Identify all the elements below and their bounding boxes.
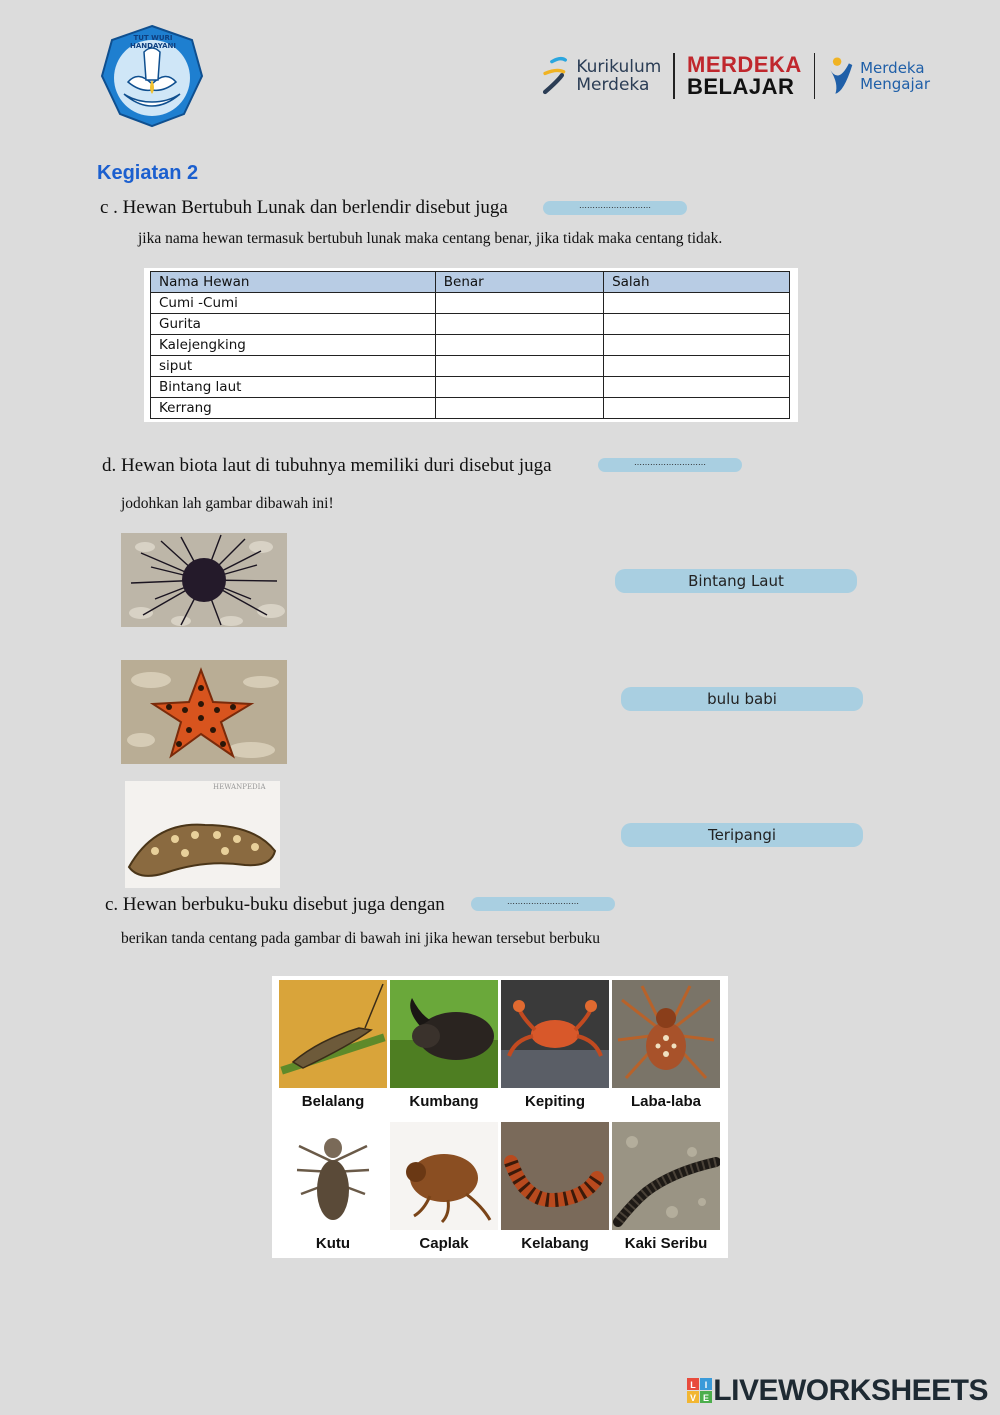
merdeka-mengajar-text: Merdeka Mengajar [860,59,931,93]
merdeka-belajar-text: MERDEKA BELAJAR [687,52,802,99]
answer-field-c2[interactable]: ……………………… [471,897,615,911]
animal-label: Belalang [301,1093,365,1110]
program-logos [540,48,930,104]
benar-checkbox-cell[interactable] [435,293,603,314]
badge-letter: L [690,1380,697,1390]
col-header-benar: Benar [435,272,603,293]
millipede-image [612,1122,720,1230]
animal-label: Kelabang [521,1235,589,1252]
page-title: Kegiatan 2 [97,162,199,184]
animal-label: Kaki Seribu [624,1235,708,1252]
table-row [151,398,790,419]
animal-label: Caplak [419,1235,469,1252]
liveworksheets-badge-icon [687,1378,713,1404]
animal-label: Laba-laba [630,1093,702,1110]
centipede-image [501,1122,609,1230]
animal-name-cell: Kerrang [151,398,436,419]
animal-card-laba-laba[interactable] [612,980,720,1110]
animal-card-kumbang[interactable] [390,980,498,1110]
animal-name-cell: Bintang laut [151,377,436,398]
animal-label: Kumbang [409,1093,479,1110]
animal-card-kepiting[interactable] [501,980,609,1110]
col-header-name: Nama Hewan [151,272,436,293]
question-c2: c. Hewan berbuku-buku disebut juga dengan [105,894,445,915]
emblem-text: TUT WURI HANDAYANI [130,34,176,50]
sea-urchin-photo[interactable] [121,533,287,627]
sea-cucumber-photo[interactable] [125,781,280,888]
badge-letter: E [703,1393,710,1403]
answer-field-d[interactable]: ……………………… [598,458,742,472]
salah-checkbox-cell[interactable] [604,335,790,356]
salah-checkbox-cell[interactable] [604,314,790,335]
flea-image [390,1122,498,1230]
instruction-c1: jika nama hewan termasuk bertubuh lunak maka centang benar, jika tidak maka centang tidak. [138,230,723,247]
animal-name-cell: Gurita [151,314,436,335]
benar-checkbox-cell[interactable] [435,335,603,356]
animal-label: Kutu [315,1235,351,1252]
badge-letter: V [690,1393,697,1403]
table-row [151,377,790,398]
grasshopper-image [279,980,387,1088]
benar-checkbox-cell[interactable] [435,377,603,398]
animal-card-caplak[interactable] [390,1122,498,1252]
kurikulum-merdeka-text: Kurikulum Merdeka [576,57,662,95]
crab-image [501,980,609,1088]
soft-body-table [144,268,798,422]
logo-divider [814,53,816,99]
salah-checkbox-cell[interactable] [604,377,790,398]
arthropod-image-grid [272,976,728,1258]
animal-name-cell: Kalejengking [151,335,436,356]
table-row [151,335,790,356]
benar-checkbox-cell[interactable] [435,398,603,419]
table-row [151,314,790,335]
louse-image [279,1122,387,1230]
instruction-c2: berikan tanda centang pada gambar di bawah ini jika hewan tersebut berbuku [121,930,601,947]
animal-card-kutu[interactable] [279,1122,387,1252]
answer-field-c1[interactable]: ……………………… [543,201,687,215]
table-row [151,293,790,314]
option-teripangi[interactable]: Teripangi [621,823,863,847]
animal-card-kaki-seribu[interactable] [612,1122,720,1252]
beetle-image [390,980,498,1088]
merdeka-mengajar-icon [827,51,856,101]
animal-name-cell: Cumi -Cumi [151,293,436,314]
col-header-salah: Salah [604,272,790,293]
table-header-row [151,272,790,293]
animal-label: Kepiting [525,1093,585,1110]
animal-card-kelabang[interactable] [501,1122,609,1252]
liveworksheets-text: LIVEWORKSHEETS [713,1374,988,1407]
benar-checkbox-cell[interactable] [435,356,603,377]
question-c1: c . Hewan Bertubuh Lunak dan berlendir disebut juga [100,197,508,218]
salah-checkbox-cell[interactable] [604,293,790,314]
salah-checkbox-cell[interactable] [604,398,790,419]
photo-watermark: HEWANPEDIA [213,783,266,791]
option-bintang-laut[interactable]: Bintang Laut [615,569,857,593]
kurikulum-merdeka-icon [540,51,570,101]
option-bulu-babi[interactable]: bulu babi [621,687,863,711]
question-d: d. Hewan biota laut di tubuhnya memiliki duri disebut juga [102,455,552,476]
instruction-d: jodohkan lah gambar dibawah ini! [121,495,334,512]
liveworksheets-logo [687,1374,988,1408]
salah-checkbox-cell[interactable] [604,356,790,377]
badge-letter: I [705,1380,708,1390]
animal-name-cell: siput [151,356,436,377]
spider-image [612,980,720,1088]
starfish-photo[interactable] [121,660,287,764]
benar-checkbox-cell[interactable] [435,314,603,335]
table-row [151,356,790,377]
logo-divider [673,53,675,99]
animal-card-belalang[interactable] [279,980,387,1110]
